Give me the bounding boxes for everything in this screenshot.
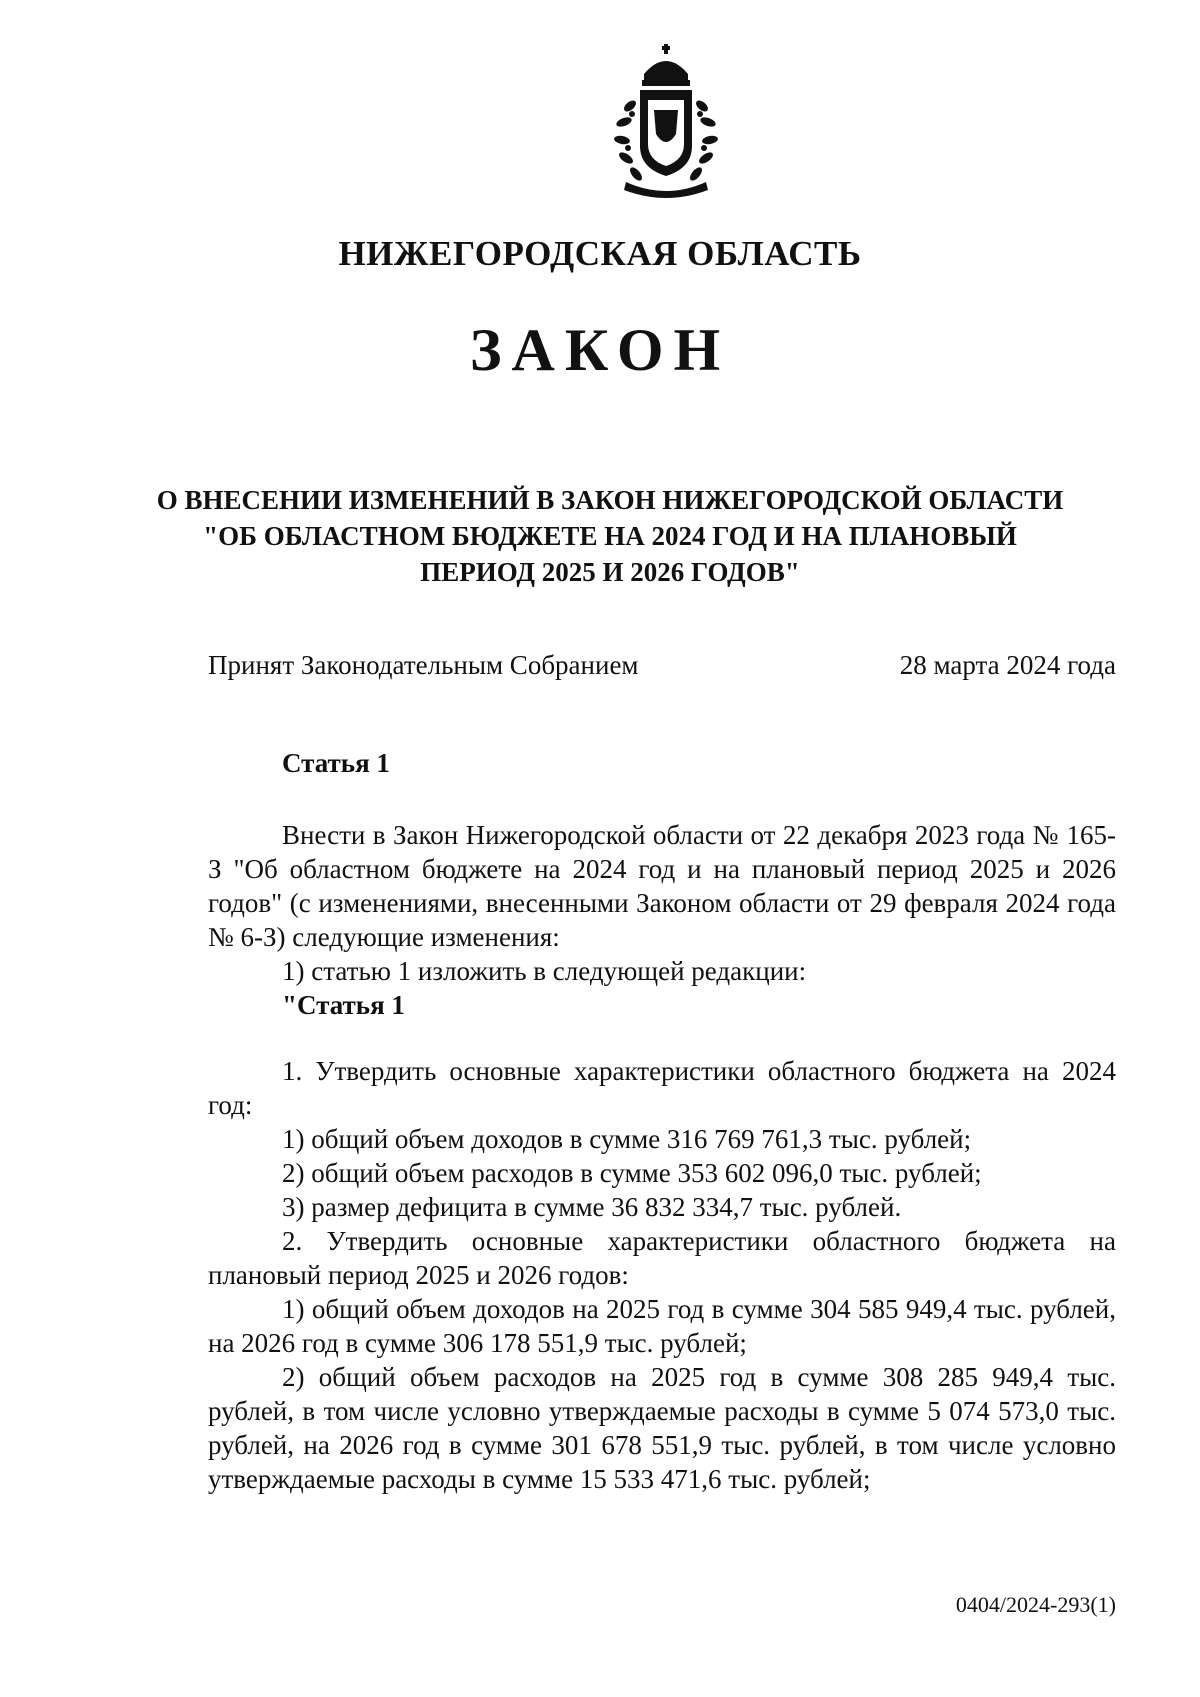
quoted-article-heading: "Статья 1 (282, 990, 405, 1020)
point-2-item-2: 2) общий объем расходов на 2025 год в сумме 308 285 949,4 тыс. рублей, в том числе условно утверждаемые расходы в сумме 5 074 573,0 тыс. рублей, на 2026 год в сумме 301 678 551,9 тыс. рублей, в том числе условно утверждаемые расходы в сумме 15 533 471,6 тыс. рублей; (208, 1362, 1116, 1494)
document-type: ЗАКОН (469, 317, 731, 383)
amendment-item-1: 1) статью 1 изложить в следующей редакции: (282, 956, 807, 986)
adoption-date: 28 марта 2024 года (899, 650, 1116, 680)
document-code: 0404/2024-293(1) (955, 1592, 1116, 1617)
article-heading: Статья 1 (282, 748, 390, 778)
point-2-item-1: 1) общий объем доходов на 2025 год в сумме 304 585 949,4 тыс. рублей, на 2026 год в сумме 306 178 551,9 тыс. рублей; (208, 1294, 1116, 1358)
point-1-item-1: 1) общий объем доходов в сумме 316 769 761,3 тыс. рублей; (282, 1124, 972, 1154)
point-2: 2. Утвердить основные характеристики областного бюджета на плановый период 2025 и 2026 годов: (208, 1226, 1116, 1290)
region-name: НИЖЕГОРОДСКАЯ ОБЛАСТЬ (338, 234, 862, 273)
coat-of-arms-emblem (596, 44, 736, 204)
law-title: О ВНЕСЕНИИ ИЗМЕНЕНИЙ В ЗАКОН НИЖЕГОРОДСКОЙ ОБЛАСТИ "ОБ ОБЛАСТНОМ БЮДЖЕТЕ НА 2024 ГОД И НА ПЛАНОВЫЙ ПЕРИОД 2025 И 2026 ГОДОВ" (156, 485, 1064, 587)
point-1-item-2: 2) общий объем расходов в сумме 353 602 096,0 тыс. рублей; (282, 1158, 982, 1188)
adoption-line (208, 650, 1116, 681)
article-intro: Внести в Закон Нижегородской области от 22 декабря 2023 года № 165-З "Об областном бюджете на 2024 год и на плановый период 2025 и 2026 годов" (с изменениями, внесенными Законом области от 29 февраля 2024 года № 6-З) следующие изменения: (208, 820, 1116, 952)
article-body (208, 746, 1116, 1496)
adopted-by: Принят Законодательным Собранием (208, 650, 639, 680)
point-1: 1. Утвердить основные характеристики областного бюджета на 2024 год: (208, 1056, 1116, 1120)
point-1-item-3: 3) размер дефицита в сумме 36 832 334,7 тыс. рублей. (282, 1192, 902, 1222)
